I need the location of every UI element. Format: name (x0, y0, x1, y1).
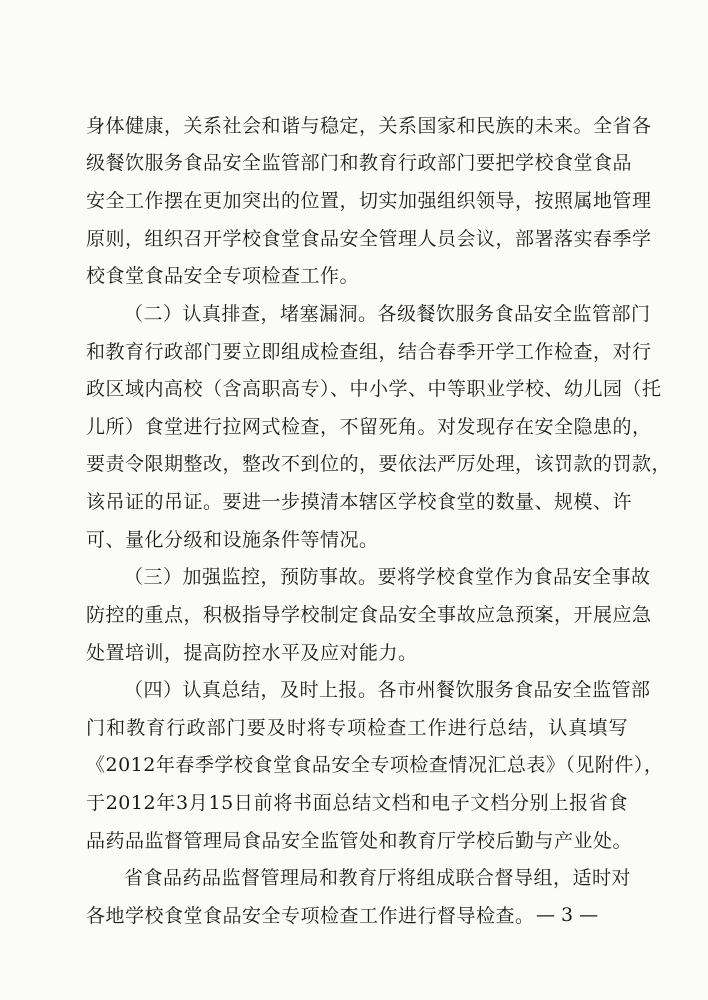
body-text-line: 可、量化分级和设施条件等情况。 (86, 529, 379, 551)
body-text-line: 安全工作摆在更加突出的位置，切实加强组织领导，按照属地管理 (86, 190, 652, 212)
body-text-line: 和教育行政部门要立即组成检查组，结合春季开学工作检查，对行 (86, 341, 652, 363)
body-text-line: （三）加强监控，预防事故。要将学校食堂作为食品安全事故 (124, 566, 651, 588)
body-text-line: 政区域内高校（含高职高专）、中小学、中等职业学校、幼儿园（托 (86, 378, 662, 400)
body-text-line: （四）认真总结，及时上报。各市州餐饮服务食品安全监管部 (124, 679, 651, 701)
body-text-line: 原则，组织召开学校食堂食品安全管理人员会议，部署落实春季学 (86, 228, 652, 250)
body-text-line: 《2012年春季学校食堂食品安全专项检查情况汇总表》（见附件）， (86, 754, 664, 776)
page-number: — 3 — (536, 904, 599, 926)
body-text-line: 省食品药品监督管理局和教育厅将组成联合督导组，适时对 (124, 867, 632, 889)
body-text-line: （二）认真排查，堵塞漏洞。各级餐饮服务食品安全监管部门 (124, 303, 651, 325)
body-text-line: 各地学校食堂食品安全专项检查工作进行督导检查。 (86, 905, 535, 927)
body-text-line: 级餐饮服务食品安全监管部门和教育行政部门要把学校食堂食品 (86, 152, 633, 174)
body-text-line: 儿所）食堂进行拉网式检查，不留死角。对发现存在安全隐患的， (86, 416, 652, 438)
body-text-line: 于2012年3月15日前将书面总结文档和电子文档分别上报省食 (86, 792, 628, 814)
body-text-line: 门和教育行政部门要及时将专项检查工作进行总结，认真填写 (86, 717, 628, 739)
body-text-line: 要责令限期整改，整改不到位的，要依法严厉处理，该罚款的罚款， (86, 453, 672, 475)
body-text-line: 处置培训，提高防控水平及应对能力。 (86, 642, 418, 664)
body-text-line: 校食堂食品安全专项检查工作。 (86, 265, 360, 287)
body-text-line: 该吊证的吊证。要进一步摸清本辖区学校食堂的数量、规模、许 (86, 491, 633, 513)
body-text-line: 品药品监督管理局食品安全监管处和教育厅学校后勤与产业处。 (86, 830, 633, 852)
body-text-line: 身体健康，关系社会和谐与稳定，关系国家和民族的未来。全省各 (86, 115, 652, 137)
body-text-line: 防控的重点，积极指导学校制定食品安全事故应急预案，开展应急 (86, 604, 652, 626)
